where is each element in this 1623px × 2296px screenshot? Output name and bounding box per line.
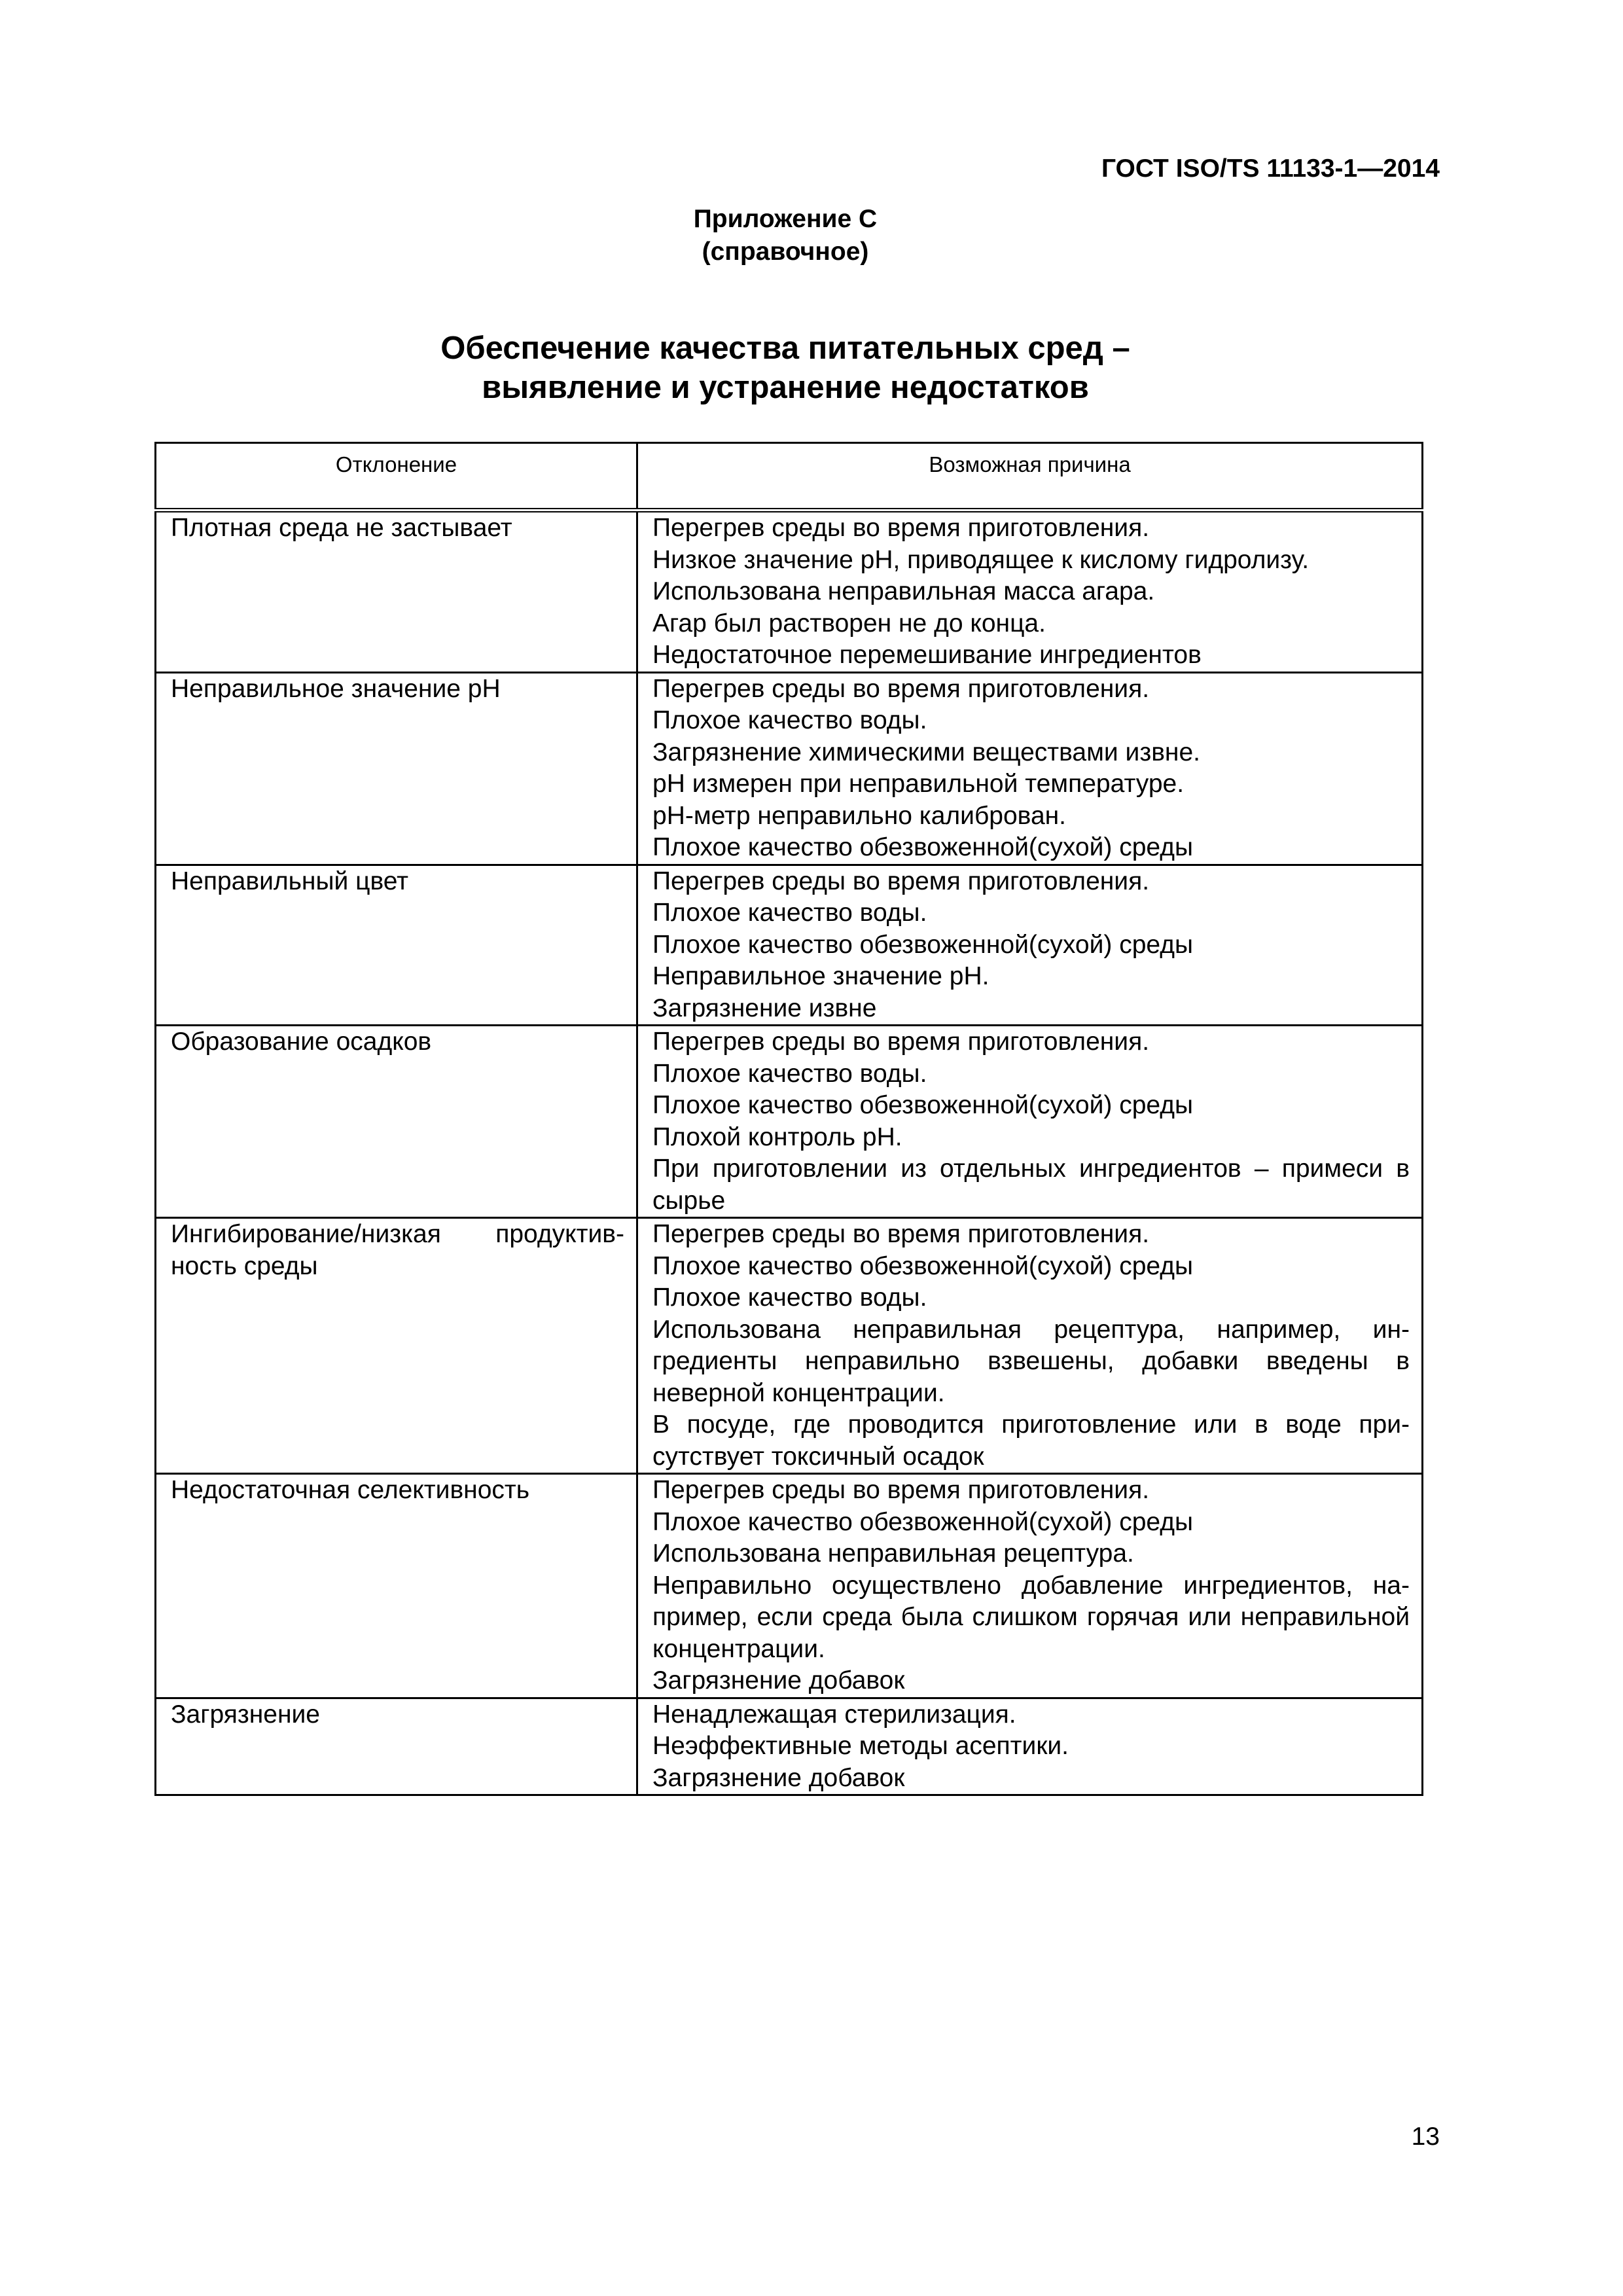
cause-cell <box>637 1218 1423 1474</box>
title-line-1: Обеспечение качества питательных сред – <box>440 331 1130 366</box>
annex-type: (справочное) <box>702 238 869 266</box>
deviation-cell: Образование осадков <box>156 1026 637 1218</box>
cause-item: рН-метр неправильно калиброван. <box>652 801 1067 830</box>
column-header-deviation: Отклонение <box>156 443 637 511</box>
table-row <box>156 1218 1423 1474</box>
cause-cell <box>637 1026 1423 1218</box>
cause-item: Плохое качество обезвоженной(сухой) среды <box>652 833 1194 861</box>
cause-cell <box>637 511 1423 673</box>
cause-item: Ненадлежащая стерилизация. <box>652 1700 1016 1729</box>
cause-item: Плохое качество воды. <box>652 1283 927 1312</box>
cause-item: Неправильно осуществлено добавление ингредиентов, например, если среда была слишком горячая или неправильной концентрации. <box>652 1571 1410 1663</box>
cause-cell <box>637 865 1423 1026</box>
document-title <box>0 329 1571 407</box>
cause-item: Загрязнение добавок <box>652 1763 905 1792</box>
deviation-cell: Недостаточная селективность <box>156 1474 637 1698</box>
table-header-row <box>156 443 1423 511</box>
title-line-2: выявление и устранение недостатков <box>482 370 1089 405</box>
table-body <box>156 511 1423 1795</box>
cause-item: Неэффективные методы асептики. <box>652 1732 1069 1760</box>
deviation-cell: Ингибирование/низкая продуктивность среды <box>156 1218 637 1474</box>
cause-item: Агар был растворен не до конца. <box>652 609 1046 637</box>
cause-item: Использована неправильная рецептура. <box>652 1539 1134 1568</box>
deviation-cell: Неправильное значение рН <box>156 672 637 865</box>
cause-item: Загрязнение добавок <box>652 1666 905 1695</box>
cause-item: Загрязнение извне <box>652 994 877 1022</box>
cause-cell <box>637 672 1423 865</box>
cause-item: Использована неправильная рецептура, например, ингредиенты неправильно взвешены, добавки введены в неверной концентрации. <box>652 1315 1410 1407</box>
cause-item: При приготовлении из отдельных ингредиентов – примеси в сырье <box>652 1155 1410 1215</box>
table-row <box>156 1026 1423 1218</box>
cause-item: Низкое значение рН, приводящее к кислому гидролизу. <box>652 545 1310 574</box>
cause-item: Плохое качество обезвоженной(сухой) среды <box>652 930 1194 959</box>
cause-item: Недостаточное перемешивание ингредиентов <box>652 641 1202 669</box>
table-row <box>156 672 1423 865</box>
cause-item: Плохое качество воды. <box>652 899 927 927</box>
deviation-cell: Плотная среда не застывает <box>156 511 637 673</box>
table-row <box>156 1698 1423 1795</box>
page-number: 13 <box>1411 2123 1440 2151</box>
cause-item: Перегрев среды во время приготовления. <box>652 1028 1150 1056</box>
standard-number: ГОСТ ISO/TS 11133-1—2014 <box>1101 154 1440 183</box>
table-row <box>156 511 1423 673</box>
cause-item: Неправильное значение рН. <box>652 962 990 990</box>
table-row <box>156 865 1423 1026</box>
annex-heading <box>0 203 1571 268</box>
cause-item: Перегрев среды во время приготовления. <box>652 1476 1150 1504</box>
cause-cell <box>637 1698 1423 1795</box>
cause-item: Плохое качество обезвоженной(сухой) среды <box>652 1091 1194 1119</box>
troubleshooting-table <box>154 442 1423 1796</box>
cause-item: Загрязнение химическими веществами извне. <box>652 738 1200 766</box>
cause-item: В посуде, где проводится приготовление или в воде присутствует токсичный осадок <box>652 1410 1410 1471</box>
cause-item: Плохое качество обезвоженной(сухой) среды <box>652 1507 1194 1536</box>
cause-item: Плохое качество воды. <box>652 706 927 734</box>
annex-label: Приложение С <box>693 205 878 233</box>
column-header-cause: Возможная причина <box>637 443 1423 511</box>
deviation-cell: Неправильный цвет <box>156 865 637 1026</box>
cause-item: Плохой контроль рН. <box>652 1122 902 1151</box>
cause-item: Перегрев среды во время приготовления. <box>652 514 1150 542</box>
cause-item: Использована неправильная масса агара. <box>652 577 1155 605</box>
cause-item: Плохое качество обезвоженной(сухой) среды <box>652 1251 1194 1280</box>
deviation-cell: Загрязнение <box>156 1698 637 1795</box>
cause-cell <box>637 1474 1423 1698</box>
cause-item: Перегрев среды во время приготовления. <box>652 867 1150 895</box>
cause-item: рН измерен при неправильной температуре. <box>652 770 1185 798</box>
cause-item: Перегрев среды во время приготовления. <box>652 1220 1150 1248</box>
cause-item: Перегрев среды во время приготовления. <box>652 674 1150 703</box>
table-row <box>156 1474 1423 1698</box>
cause-item: Плохое качество воды. <box>652 1059 927 1088</box>
